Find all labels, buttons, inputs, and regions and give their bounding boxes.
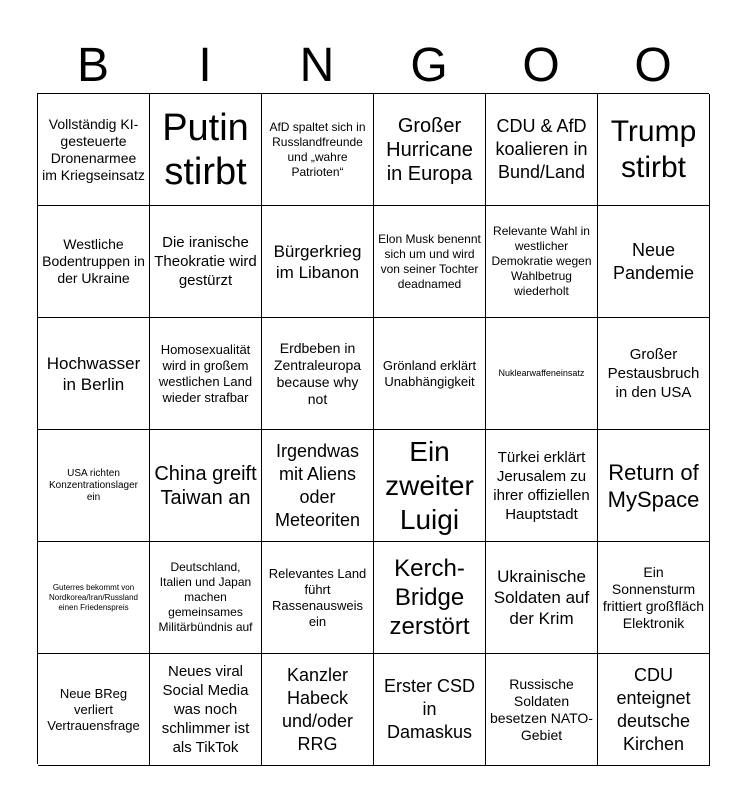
cell-text: Neues viral Social Media was noch schlimmer ist als TikTok bbox=[161, 663, 250, 756]
bingo-cell[interactable] bbox=[374, 206, 486, 318]
cell-text: China greift Taiwan an bbox=[154, 462, 257, 509]
bingo-grid bbox=[37, 93, 709, 764]
cell-text: Großer Pestausbruch in den USA bbox=[607, 346, 700, 401]
cell-text: AfD spaltet sich in Russlandfreunde und „wahre Patrioten“ bbox=[269, 119, 366, 179]
cell-text: Ein Sonnensturm frittiert großfläch Elektronik bbox=[602, 563, 705, 631]
bingo-cell[interactable] bbox=[38, 318, 150, 430]
bingo-cell[interactable] bbox=[486, 206, 598, 318]
bingo-cell[interactable] bbox=[598, 94, 710, 206]
header-letter-b: B bbox=[76, 39, 109, 92]
cell-text: Guterres bekommt von Nordkorea/Iran/Russland einen Friedenspreis bbox=[49, 582, 138, 612]
cell-text: Elon Musk benennt sich um und wird von seiner Tochter deadnamed bbox=[378, 231, 481, 291]
cell-text: Kerch-Bridge zerstört bbox=[389, 555, 470, 640]
bingo-header bbox=[37, 38, 709, 94]
cell-text: Ein zweiter Luigi bbox=[385, 435, 474, 535]
cell-text: Neue Pandemie bbox=[612, 239, 695, 283]
bingo-cell[interactable] bbox=[486, 318, 598, 430]
cell-text: Homosexualität wird in großem westlichen Land wieder strafbar bbox=[158, 341, 253, 405]
cell-text: Trump stirbt bbox=[610, 114, 697, 184]
bingo-cell[interactable] bbox=[262, 94, 374, 206]
cell-text: USA richten Konzentrationslager ein bbox=[49, 467, 138, 503]
header-letter-n: N bbox=[299, 39, 335, 92]
cell-text: Nuklearwaffeneinsatz bbox=[498, 368, 585, 378]
cell-text: Grönland erklärt Unabhängigkeit bbox=[382, 357, 477, 389]
header-letter-o-2: O bbox=[634, 39, 672, 92]
bingo-cell[interactable] bbox=[598, 542, 710, 654]
cell-text: Die iranische Theokratie wird gestürzt bbox=[154, 234, 257, 289]
cell-text: Relevantes Land führt Rassenausweis ein bbox=[268, 565, 367, 629]
bingo-cell[interactable] bbox=[374, 542, 486, 654]
bingo-cell[interactable] bbox=[486, 94, 598, 206]
bingo-cell[interactable] bbox=[374, 94, 486, 206]
bingo-cell[interactable] bbox=[38, 206, 150, 318]
bingo-cell[interactable] bbox=[150, 654, 262, 766]
cell-text: Russische Soldaten besetzen NATO-Gebiet bbox=[490, 675, 593, 743]
bingo-cell[interactable] bbox=[374, 430, 486, 542]
bingo-cell[interactable] bbox=[262, 206, 374, 318]
bingo-cell[interactable] bbox=[38, 542, 150, 654]
bingo-cell[interactable] bbox=[150, 206, 262, 318]
bingo-cell[interactable] bbox=[262, 654, 374, 766]
bingo-cell[interactable] bbox=[598, 206, 710, 318]
bingo-cell[interactable] bbox=[150, 542, 262, 654]
cell-text: Kanzler Habeck und/oder RRG bbox=[281, 664, 354, 754]
bingo-cell[interactable] bbox=[598, 318, 710, 430]
cell-text: Ukrainische Soldaten auf der Krim bbox=[493, 567, 590, 628]
cell-text: Return of MySpace bbox=[607, 459, 700, 512]
bingo-cell[interactable] bbox=[38, 430, 150, 542]
header-letter-i: I bbox=[198, 39, 212, 92]
cell-text: Deutschland, Italien und Japan machen gemeinsames Militärbündnis auf bbox=[158, 560, 253, 634]
header-letter-g: G bbox=[410, 39, 448, 92]
bingo-cell[interactable] bbox=[262, 318, 374, 430]
cell-text: Irgendwas mit Aliens oder Meteoriten bbox=[274, 440, 361, 530]
bingo-cell[interactable] bbox=[38, 94, 150, 206]
bingo-cell[interactable] bbox=[486, 542, 598, 654]
cell-text: Vollständig KI-gesteuerte Dronenarmee im Kriegseinsatz bbox=[42, 115, 145, 183]
cell-text: Westliche Bodentruppen in der Ukraine bbox=[42, 236, 145, 286]
bingo-cell[interactable] bbox=[262, 430, 374, 542]
bingo-cell[interactable] bbox=[374, 654, 486, 766]
cell-text: Erster CSD in Damaskus bbox=[383, 676, 475, 742]
cell-text: Hochwasser in Berlin bbox=[46, 353, 141, 394]
cell-text: Erdbeben in Zentraleuropa because why not bbox=[273, 339, 362, 407]
bingo-cell[interactable] bbox=[486, 654, 598, 766]
bingo-cell[interactable] bbox=[374, 318, 486, 430]
bingo-cell[interactable] bbox=[38, 654, 150, 766]
cell-text: Neue BReg verliert Vertrauensfrage bbox=[47, 685, 140, 733]
bingo-cell[interactable] bbox=[150, 430, 262, 542]
cell-text: Putin stirbt bbox=[162, 106, 249, 193]
cell-text: Bürgerkrieg im Libanon bbox=[273, 241, 362, 282]
cell-text: Türkei erklärt Jerusalem zu ihrer offiziellen Hauptstadt bbox=[493, 448, 590, 523]
bingo-cell[interactable] bbox=[150, 94, 262, 206]
cell-text: CDU & AfD koalieren in Bund/Land bbox=[495, 116, 588, 182]
cell-text: Relevante Wahl in westlicher Demokratie wegen Wahlbetrug wiederholt bbox=[491, 224, 592, 298]
bingo-cell[interactable] bbox=[150, 318, 262, 430]
bingo-cell[interactable] bbox=[262, 542, 374, 654]
bingo-cell[interactable] bbox=[598, 654, 710, 766]
bingo-cell[interactable] bbox=[598, 430, 710, 542]
cell-text: Großer Hurricane in Europa bbox=[386, 114, 473, 185]
cell-text: CDU enteignet deutsche Kirchen bbox=[616, 664, 691, 754]
header-letter-o: O bbox=[522, 39, 560, 92]
bingo-cell[interactable] bbox=[486, 430, 598, 542]
